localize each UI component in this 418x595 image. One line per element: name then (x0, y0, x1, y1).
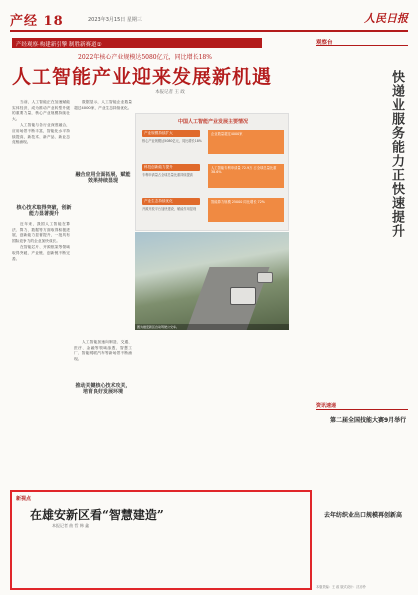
paragraph: 近年来，我国人工智能在算法、算力、数据等方面取得积极进展，创新能力显著提升，一批具有国际竞争力的企业加快成长。 (12, 222, 70, 243)
paragraph: 数据显示，人工智能企业数量超过4000家，产业生态持续优化。 (74, 100, 132, 110)
section-title: 产经 18 (10, 14, 64, 29)
bus-shape (257, 272, 273, 283)
infographic-label: 科技创新能力提升 (142, 164, 200, 171)
article-column-3 (74, 340, 132, 363)
issue-date: 2023年3月15日 星期三 (88, 17, 142, 23)
page-header (10, 10, 408, 32)
paragraph: 当前，人工智能正在加速赋能实体经济，成为推动产业转型升级的重要力量，核心产业规模持续壮大。 (12, 100, 70, 121)
news-brief-headline: 去年纺织业出口规模再创新高 (324, 512, 403, 519)
article-subhead-1: 核心技术取得突破，创新能力显著提升 (16, 205, 72, 217)
infographic-row (142, 198, 284, 224)
newspaper-logo: 人民日报 (364, 12, 408, 25)
infographic-title: 中国人工智能产业发展主要情况 (177, 119, 248, 125)
article-kicker: 产经观察·构建新引擎 制胜新赛道① (12, 38, 262, 48)
paragraph: 人工智能加速向制造、交通、医疗、金融等领域渗透，智慧工厂、智能网联汽车等新场景不断涌现。 (74, 340, 132, 361)
infographic-text: 专利申请量占全球总量比重持续提高 (142, 173, 193, 177)
infographic-label: 产业规模持续扩大 (142, 130, 200, 137)
infographic-stat-box: 人工智能专利申请量 72.9万 占全球总量比重 38.6% (208, 164, 284, 188)
paragraph: 在智能芯片、开源框架等领域取得突破，产业链、创新链不断完善。 (12, 245, 70, 261)
article-byline: 本报记者 王 政 (155, 90, 185, 95)
right-column-tag: 观察台 (316, 38, 408, 46)
paragraph: 人工智能与各行业深度融合，应用场景不断丰富，智能化水平持续提高，新技术、新产品、新业态竞相涌现。 (12, 123, 70, 145)
photo-caption: 图为雄安新区自动驾驶公交车。 (135, 324, 289, 330)
bus-shape (230, 287, 256, 305)
highlight-tag: 新视点 (16, 496, 32, 502)
right-vertical-title: 快递业服务能力正快速提升 (389, 70, 404, 238)
article-headline: 人工智能产业迎来发展新机遇 (12, 66, 273, 88)
news-brief-headline: 第二届全国技能大赛9月举行 (330, 417, 407, 424)
article-subhead-2: 融合应用全面拓展，赋能效果持续显现 (75, 172, 131, 184)
highlighted-article[interactable] (10, 490, 312, 590)
highlight-title: 在雄安新区看“智慧建造” (30, 508, 164, 522)
infographic-text: 开源开放平台加快建设，赋能作用显现 (142, 207, 197, 211)
article-column-1 (12, 100, 70, 147)
article-column-2 (74, 100, 132, 112)
highlight-byline: 本报记者 曲 哲 韩 鑫 (52, 523, 90, 528)
article-column-1b (12, 222, 70, 263)
page-footer: 本版责编：王 政 版式设计：沈亦伶 (316, 585, 366, 589)
news-brief-tag: 资讯速递 (316, 402, 408, 410)
ai-industry-infographic (135, 113, 289, 231)
autonomous-bus-photo (135, 232, 289, 330)
article-subtitle: 2022年核心产业规模达5080亿元，同比增长18% (78, 54, 212, 61)
article-subhead-3: 推动关键核心技术攻关，培育良好发展环境 (75, 383, 131, 395)
infographic-stat-box: 智能算力规模 25000 同比增长 72% (208, 198, 284, 222)
infographic-text: 核心产业规模达5080亿元，同比增长18% (142, 139, 202, 143)
infographic-stat-box: 企业数量超过4000家 (208, 130, 284, 154)
infographic-label: 产业生态持续优化 (142, 198, 200, 205)
infographic-row (142, 130, 284, 156)
infographic-row (142, 164, 284, 190)
